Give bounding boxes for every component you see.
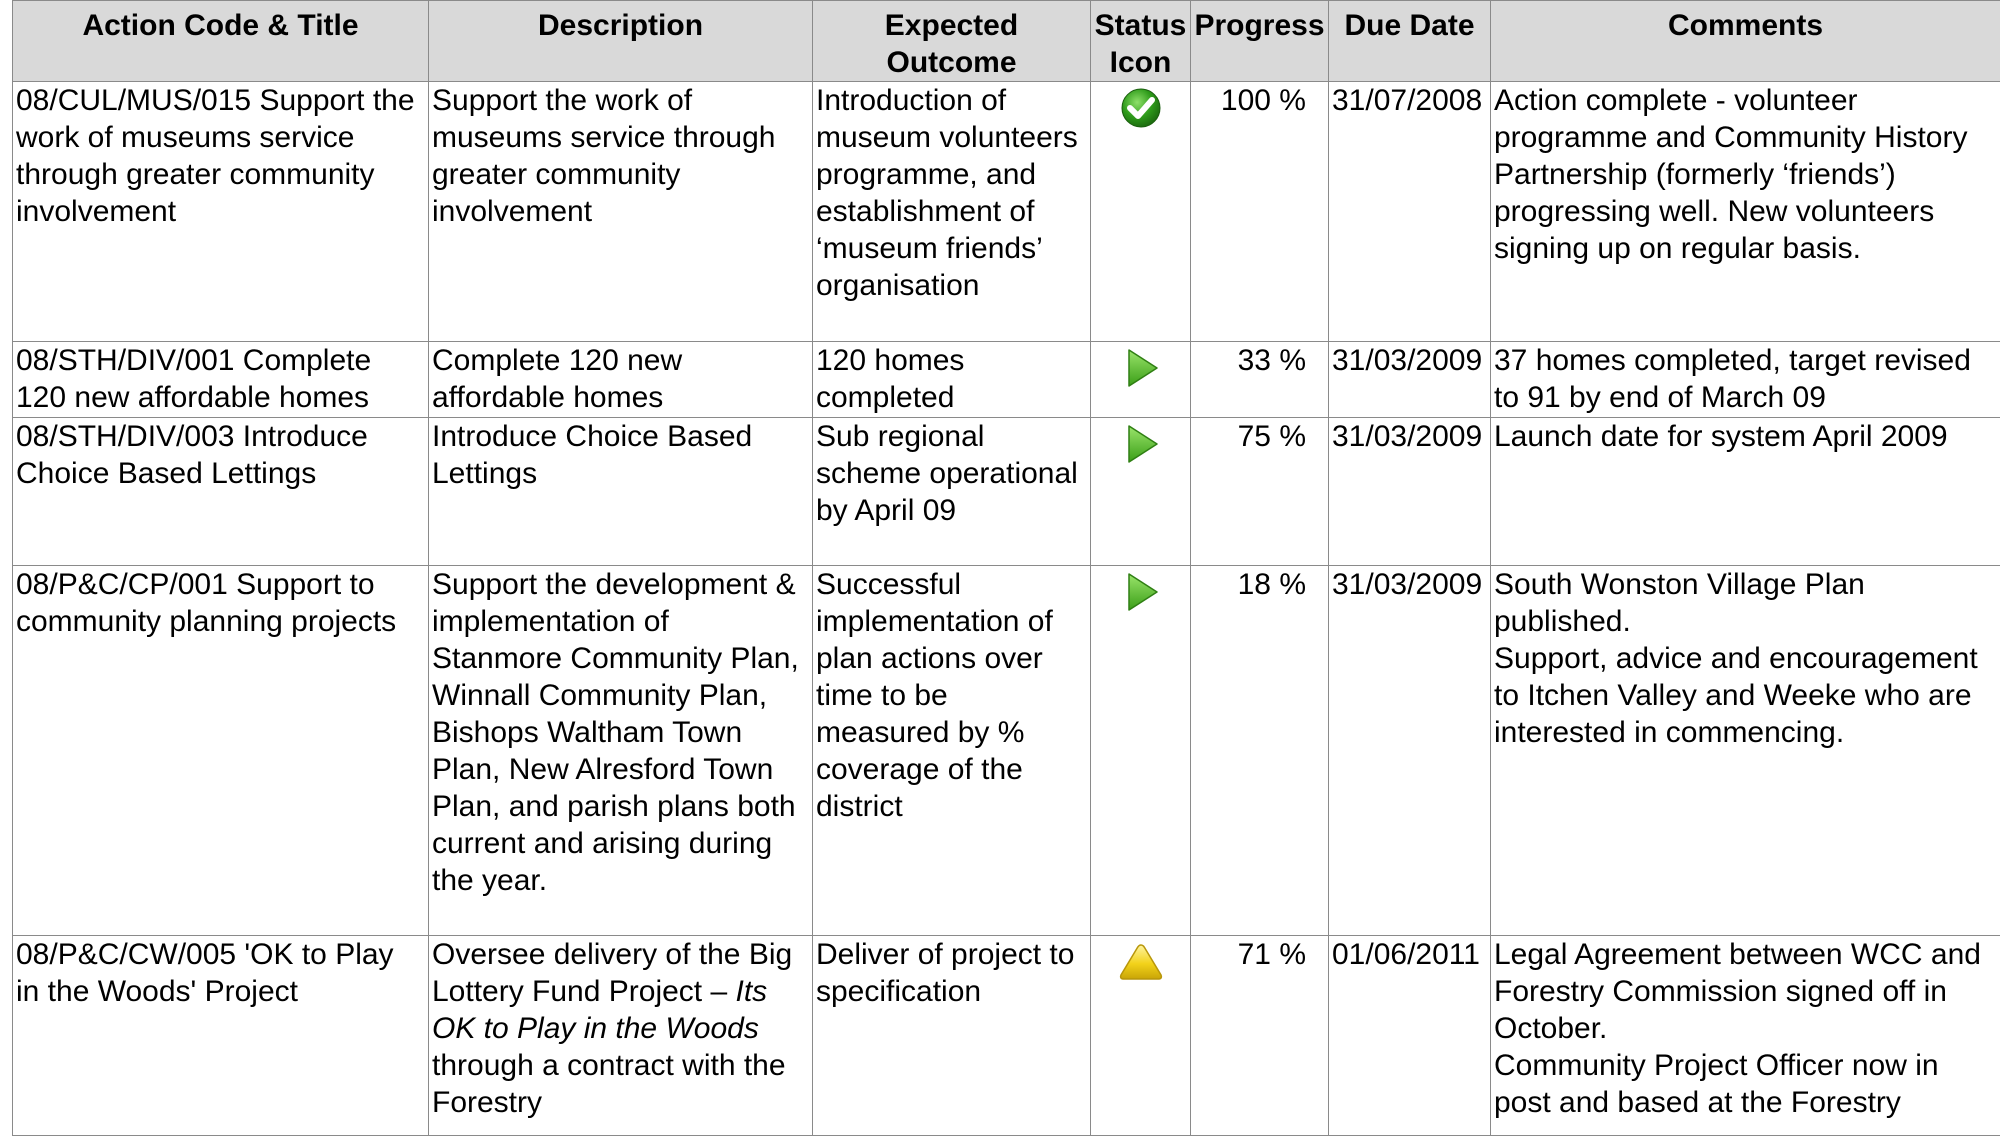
progress-cell: 71 % [1191, 936, 1329, 1136]
status-cell [1091, 342, 1191, 418]
outcome-cell: Deliver of project to specification [813, 936, 1091, 1136]
due-date-cell: 01/06/2011 [1329, 936, 1491, 1136]
table-header [13, 1, 2000, 82]
status-cell [1091, 936, 1191, 1136]
header-expected-outcome: Expected Outcome [813, 1, 1091, 82]
table-row [13, 418, 2000, 566]
comments-cell: South Wonston Village Plan published. Support, advice and encouragement to Itchen Valley and Weeke who are interested in commencing. [1491, 566, 2000, 936]
header-row [13, 1, 2000, 82]
header-comments: Comments [1491, 1, 2000, 82]
comments-cell: Launch date for system April 2009 [1491, 418, 2000, 566]
table-row [13, 82, 2000, 342]
header-due-date: Due Date [1329, 1, 1491, 82]
table-row [13, 936, 2000, 1136]
description-text-continued: through a contract with the Forestry [432, 1049, 786, 1119]
comments-cell: Action complete - volunteer programme and Community History Partnership (formerly ‘friends’) progressing well. New volunteers signing up on regular basis. [1491, 82, 2000, 342]
description-cell: Support the development & implementation of Stanmore Community Plan, Winnall Community Plan, Bishops Waltham Town Plan, New Alresford Town Plan, and parish plans both current and arising during the year. [429, 566, 813, 936]
action-cell: 08/P&C/CP/001 Support to community planning projects [13, 566, 429, 936]
warning-triangle-icon [1091, 940, 1190, 984]
outcome-cell: Successful implementation of plan actions over time to be measured by % coverage of the district [813, 566, 1091, 936]
outcome-cell: Introduction of museum volunteers programme, and establishment of ‘museum friends’ organisation [813, 82, 1091, 342]
comments-cell: Legal Agreement between WCC and Forestry Commission signed off in October. Community Project Officer now in post and based at the Forestry [1491, 936, 2000, 1136]
complete-check-icon [1091, 86, 1190, 130]
progress-cell: 33 % [1191, 342, 1329, 418]
header-progress: Progress [1191, 1, 1329, 82]
outcome-cell: Sub regional scheme operational by April 09 [813, 418, 1091, 566]
table-body [13, 82, 2000, 1136]
due-date-cell: 31/07/2008 [1329, 82, 1491, 342]
due-date-cell: 31/03/2009 [1329, 418, 1491, 566]
description-cell: Complete 120 new affordable homes [429, 342, 813, 418]
project-title-italic: Its OK to Play in the Woods [432, 975, 767, 1045]
header-description: Description [429, 1, 813, 82]
progress-cell: 100 % [1191, 82, 1329, 342]
action-cell: 08/CUL/MUS/015 Support the work of museums service through greater community involvement [13, 82, 429, 342]
status-cell [1091, 566, 1191, 936]
progress-cell: 75 % [1191, 418, 1329, 566]
due-date-cell: 31/03/2009 [1329, 566, 1491, 936]
in-progress-arrow-icon [1091, 570, 1190, 614]
action-cell: 08/STH/DIV/003 Introduce Choice Based Lettings [13, 418, 429, 566]
in-progress-arrow-icon [1091, 422, 1190, 466]
action-cell: 08/P&C/CW/005 'OK to Play in the Woods' Project [13, 936, 429, 1136]
status-cell [1091, 418, 1191, 566]
description-cell [429, 936, 813, 1136]
header-status-icon: Status Icon [1091, 1, 1191, 82]
action-plan-table [12, 0, 2000, 1136]
table-row [13, 566, 2000, 936]
outcome-cell: 120 homes completed [813, 342, 1091, 418]
table-row [13, 342, 2000, 418]
comments-cell: 37 homes completed, target revised to 91 by end of March 09 [1491, 342, 2000, 418]
in-progress-arrow-icon [1091, 346, 1190, 390]
description-text: Oversee delivery of the Big Lottery Fund Project – [432, 938, 792, 1008]
action-cell: 08/STH/DIV/001 Complete 120 new affordable homes [13, 342, 429, 418]
description-cell: Introduce Choice Based Lettings [429, 418, 813, 566]
header-action-code-title: Action Code & Title [13, 1, 429, 82]
progress-cell: 18 % [1191, 566, 1329, 936]
due-date-cell: 31/03/2009 [1329, 342, 1491, 418]
status-cell [1091, 82, 1191, 342]
description-cell: Support the work of museums service through greater community involvement [429, 82, 813, 342]
